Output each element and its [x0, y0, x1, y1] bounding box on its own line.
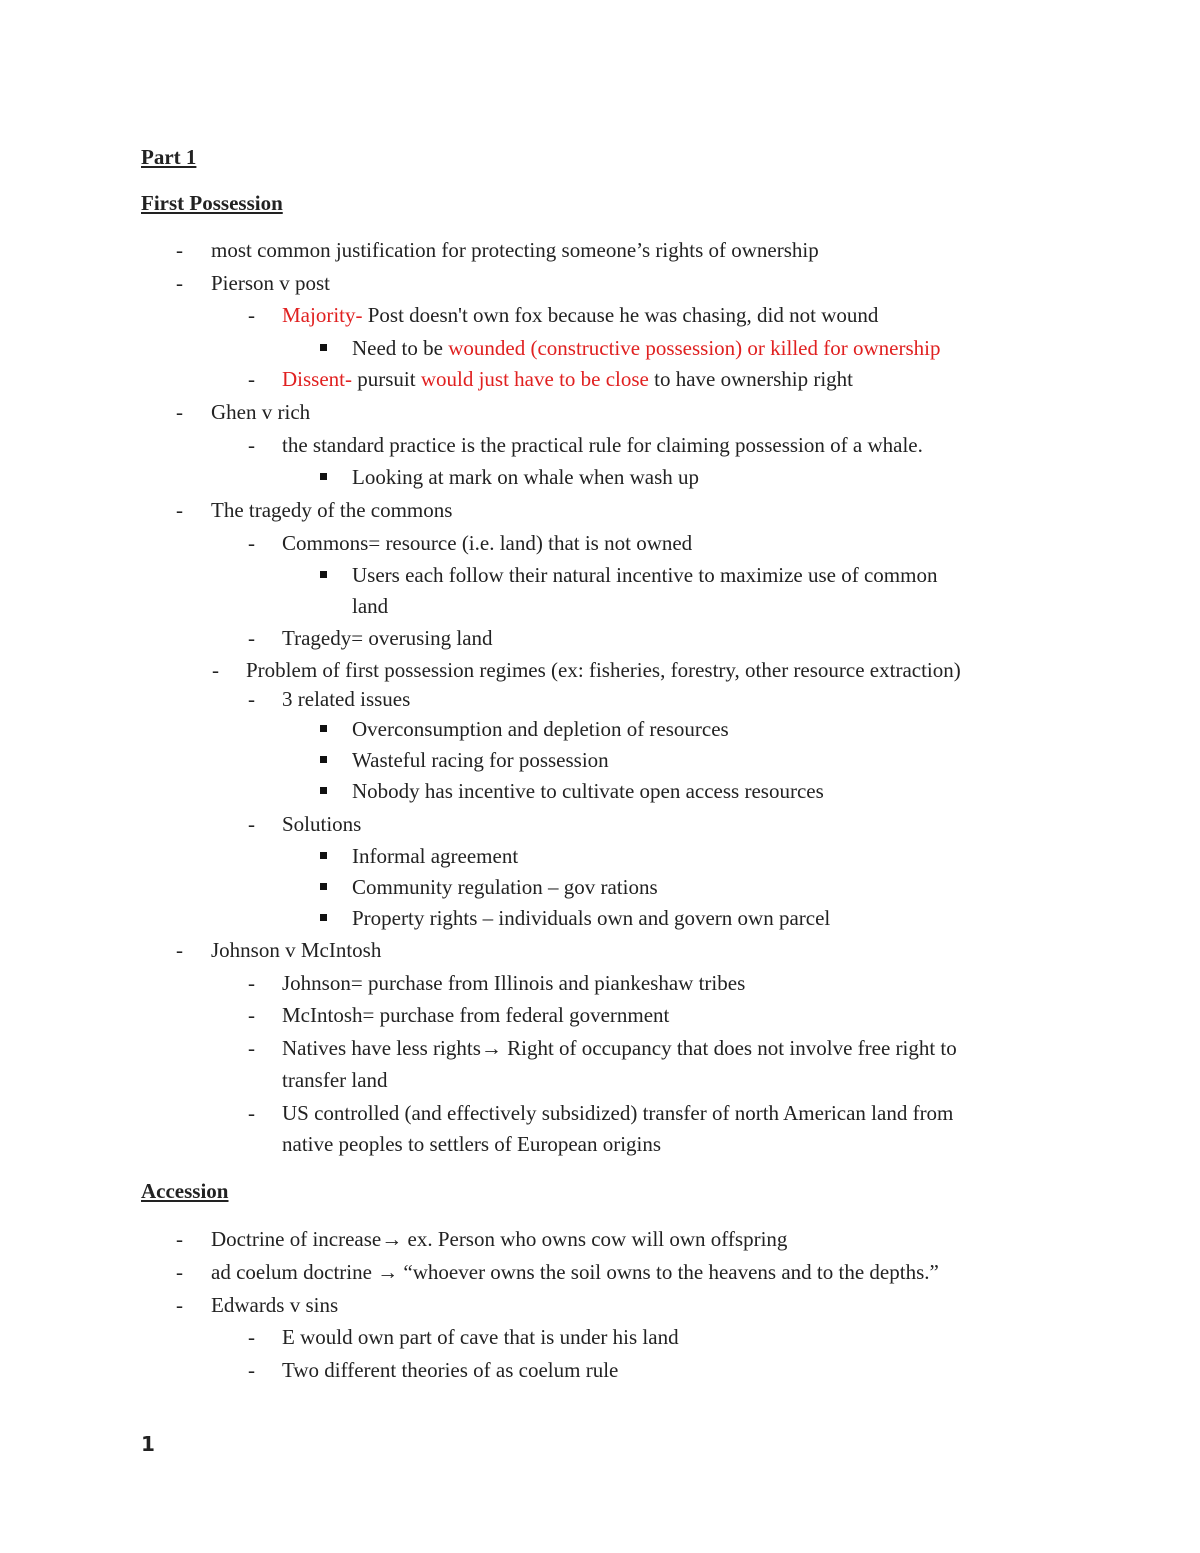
highlighted-text: wounded (constructive possession) or killed for ownership: [448, 336, 941, 360]
bullet-dash: -: [248, 433, 255, 457]
note-line: E would own part of cave that is under his land: [282, 1325, 679, 1349]
note-line: Problem of first possession regimes (ex: fisheries, forestry, other resource extraction): [246, 658, 961, 682]
note-line: Johnson v McIntosh: [211, 938, 382, 962]
note-line: [282, 303, 878, 328]
note-line: most common justification for protecting someone’s rights of ownership: [211, 238, 819, 262]
note-line: Nobody has incentive to cultivate open access resources: [352, 779, 824, 803]
bullet-dash: -: [248, 1036, 255, 1060]
note-line: transfer land: [282, 1068, 388, 1092]
note-line: Johnson= purchase from Illinois and piankeshaw tribes: [282, 971, 746, 995]
bullet-dash: -: [212, 658, 219, 682]
bullet-dash: -: [248, 1101, 255, 1125]
note-line: 3 related issues: [282, 687, 411, 711]
bullet-dash: -: [176, 400, 183, 424]
note-line: Users each follow their natural incentive to maximize use of common: [352, 563, 938, 587]
note-line: Solutions: [282, 812, 362, 836]
note-line: Looking at mark on whale when wash up: [352, 465, 700, 489]
bullet-dash: -: [248, 812, 255, 836]
bullet-square-icon: [320, 344, 327, 351]
bullet-dash: -: [176, 938, 183, 962]
bullet-dash: -: [248, 1358, 255, 1382]
bullet-square-icon: [320, 914, 327, 921]
highlighted-text: Dissent-: [282, 367, 352, 391]
section-title-accession: Accession: [141, 1179, 229, 1203]
note-line: Ghen v rich: [211, 400, 311, 424]
note-line: Pierson v post: [211, 271, 331, 295]
note-line: Commons= resource (i.e. land) that is not owned: [282, 531, 693, 555]
bullet-square-icon: [320, 571, 327, 578]
bullet-dash: -: [248, 367, 255, 391]
note-line: Natives have less rights→ Right of occupancy that does not involve free right to: [282, 1036, 957, 1060]
bullet-dash: -: [248, 626, 255, 650]
note-line: Community regulation – gov rations: [352, 875, 658, 899]
bullet-square-icon: [320, 852, 327, 859]
bullet-dash: -: [248, 687, 255, 711]
bullet-dash: -: [176, 1293, 183, 1317]
part-title: Part 1: [141, 145, 197, 169]
highlighted-text: Majority-: [282, 303, 363, 327]
highlighted-text: would just have to be close: [420, 367, 649, 391]
bullet-square-icon: [320, 883, 327, 890]
bullet-dash: -: [248, 531, 255, 555]
note-line: the standard practice is the practical rule for claiming possession of a whale.: [282, 433, 923, 457]
note-line: Tragedy= overusing land: [282, 626, 493, 650]
note-text: Need to be: [352, 336, 449, 360]
note-line: Doctrine of increase→ ex. Person who owns cow will own offspring: [211, 1227, 788, 1251]
note-line: Edwards v sins: [211, 1293, 339, 1317]
note-line: [352, 336, 940, 361]
page-number: 1: [141, 1432, 155, 1456]
bullet-dash: -: [248, 971, 255, 995]
section-title-first-possession: First Possession: [141, 191, 283, 215]
note-line: The tragedy of the commons: [211, 498, 453, 522]
note-line: Wasteful racing for possession: [352, 748, 609, 772]
bullet-dash: -: [248, 1325, 255, 1349]
bullet-dash: -: [176, 498, 183, 522]
bullet-square-icon: [320, 756, 327, 763]
note-line: land: [352, 594, 389, 618]
note-line: Informal agreement: [352, 844, 519, 868]
bullet-dash: -: [176, 1227, 183, 1251]
note-line: Overconsumption and depletion of resources: [352, 717, 729, 741]
note-line: Two different theories of as coelum rule: [282, 1358, 619, 1382]
bullet-dash: -: [176, 1260, 183, 1284]
note-line: US controlled (and effectively subsidized) transfer of north American land from: [282, 1101, 954, 1125]
note-line: ad coelum doctrine → “whoever owns the soil owns to the heavens and to the depths.”: [211, 1260, 939, 1284]
note-line: [282, 367, 853, 392]
bullet-dash: -: [176, 271, 183, 295]
note-text: pursuit: [352, 367, 421, 391]
note-text: to have ownership right: [648, 367, 854, 391]
bullet-dash: -: [248, 303, 255, 327]
note-line: McIntosh= purchase from federal government: [282, 1003, 670, 1027]
bullet-square-icon: [320, 787, 327, 794]
note-line: native peoples to settlers of European origins: [282, 1132, 662, 1156]
bullet-square-icon: [320, 725, 327, 732]
note-text: Post doesn't own fox because he was chasing, did not wound: [362, 303, 879, 327]
bullet-dash: -: [176, 238, 183, 262]
bullet-square-icon: [320, 473, 327, 480]
bullet-dash: -: [248, 1003, 255, 1027]
note-line: Property rights – individuals own and govern own parcel: [352, 906, 831, 930]
